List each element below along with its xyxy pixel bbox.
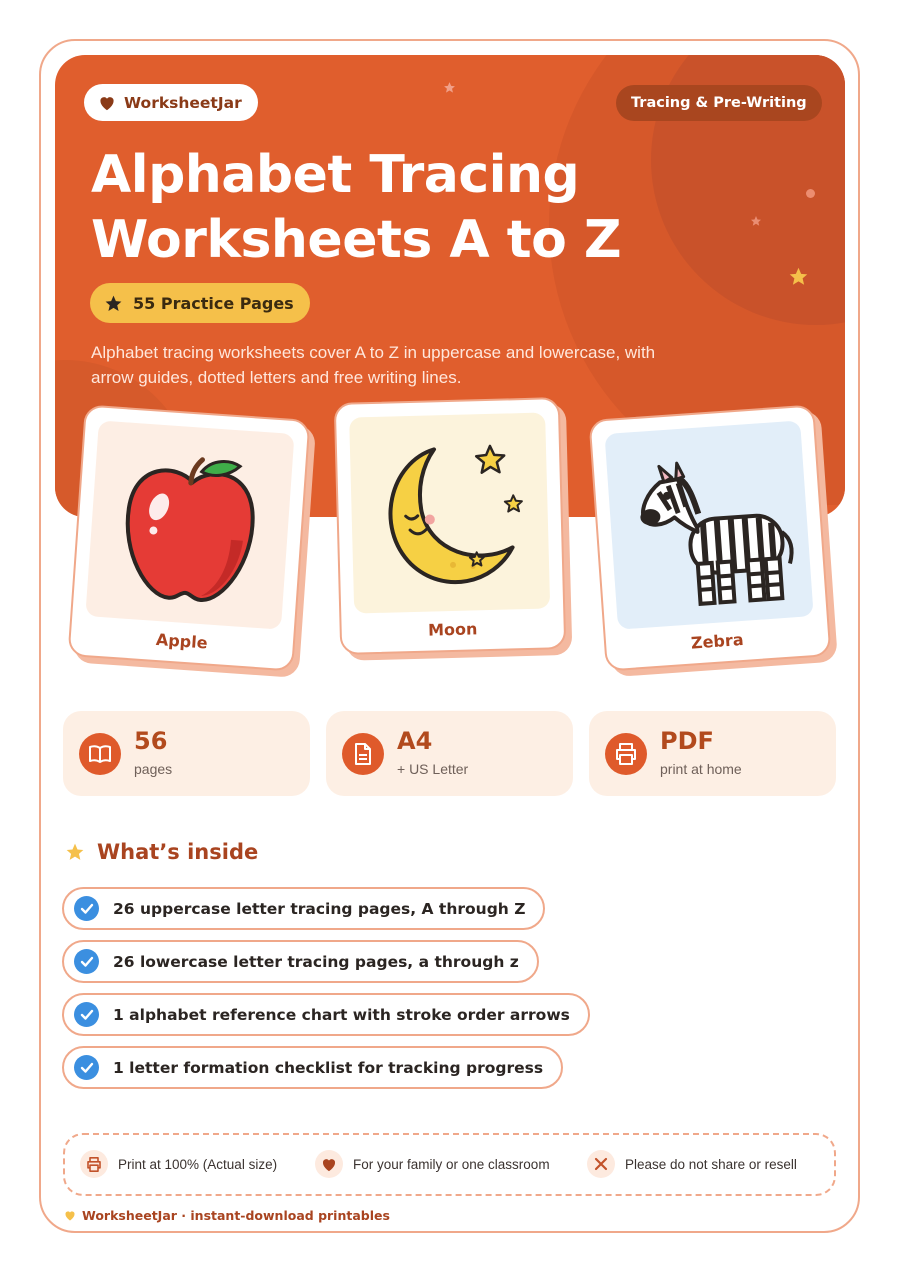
stat-caption: + US Letter bbox=[397, 761, 469, 777]
stat-caption: print at home bbox=[660, 761, 742, 777]
stat-file-type bbox=[589, 711, 836, 796]
description: Alphabet tracing worksheets cover A to Z in uppercase and lowercase, with arrow guides, dotted letters and free writing lines. bbox=[91, 343, 656, 387]
book-icon bbox=[79, 733, 121, 775]
check-icon bbox=[74, 1055, 99, 1080]
footer-text: WorksheetJar · instant-download printables bbox=[82, 1208, 390, 1223]
footer bbox=[64, 1208, 390, 1223]
category-badge: Tracing & Pre-Writing bbox=[616, 85, 822, 121]
card-label: Zebra bbox=[690, 629, 745, 653]
stat-value: PDF bbox=[660, 727, 714, 755]
star-decor-icon bbox=[443, 81, 456, 94]
note-text: Print at 100% (Actual size) bbox=[118, 1156, 278, 1172]
stat-format bbox=[326, 711, 573, 796]
list-item-text: 1 alphabet reference chart with stroke order arrows bbox=[113, 1005, 570, 1024]
list-item bbox=[62, 940, 539, 983]
stat-caption: pages bbox=[134, 761, 173, 777]
card-apple bbox=[67, 404, 310, 671]
list-item-text: 26 uppercase letter tracing pages, A through Z bbox=[113, 899, 526, 918]
star-icon bbox=[104, 294, 123, 313]
apple-illustration bbox=[85, 420, 294, 629]
printer-icon bbox=[80, 1150, 108, 1178]
list-item-text: 1 letter formation checklist for tracking progress bbox=[113, 1058, 544, 1077]
stat-value: 56 bbox=[134, 727, 168, 755]
brand-badge bbox=[84, 84, 258, 121]
star-decor-icon bbox=[788, 266, 809, 287]
check-icon bbox=[74, 1002, 99, 1027]
check-icon bbox=[74, 949, 99, 974]
note-text: Please do not share or resell bbox=[625, 1156, 797, 1172]
brand-name: WorksheetJar bbox=[124, 93, 242, 112]
close-icon bbox=[587, 1150, 615, 1178]
heart-icon bbox=[315, 1150, 343, 1178]
card-label: Moon bbox=[427, 619, 478, 640]
card-label: Apple bbox=[155, 629, 209, 653]
title-line-2: Worksheets A to Z bbox=[91, 210, 622, 270]
note-text: For your family or one classroom bbox=[353, 1156, 550, 1172]
heart-icon bbox=[98, 95, 116, 111]
note-license bbox=[315, 1150, 550, 1178]
zebra-illustration bbox=[604, 420, 813, 629]
moon-illustration bbox=[349, 412, 550, 613]
practice-pages-text: 55 Practice Pages bbox=[133, 293, 294, 313]
page-title bbox=[91, 143, 651, 273]
card-zebra bbox=[588, 404, 831, 671]
star-icon bbox=[65, 842, 85, 862]
check-icon bbox=[74, 896, 99, 921]
stat-value: A4 bbox=[397, 727, 433, 755]
list-item bbox=[62, 993, 590, 1036]
card-moon bbox=[334, 397, 567, 655]
practice-pages-badge bbox=[90, 283, 310, 323]
stat-pages bbox=[63, 711, 310, 796]
dot-decor bbox=[806, 189, 815, 198]
heart-icon bbox=[64, 1210, 76, 1221]
whats-inside-heading bbox=[65, 840, 258, 864]
document-icon bbox=[342, 733, 384, 775]
note-print bbox=[80, 1150, 277, 1178]
printer-icon bbox=[605, 733, 647, 775]
list-item bbox=[62, 1046, 563, 1089]
note-no-share bbox=[587, 1150, 797, 1178]
section-title: What’s inside bbox=[97, 840, 259, 864]
list-item-text: 26 lowercase letter tracing pages, a through z bbox=[113, 952, 519, 971]
title-line-1: Alphabet Tracing bbox=[91, 145, 580, 205]
list-item bbox=[62, 887, 545, 930]
star-decor-icon bbox=[750, 215, 762, 227]
